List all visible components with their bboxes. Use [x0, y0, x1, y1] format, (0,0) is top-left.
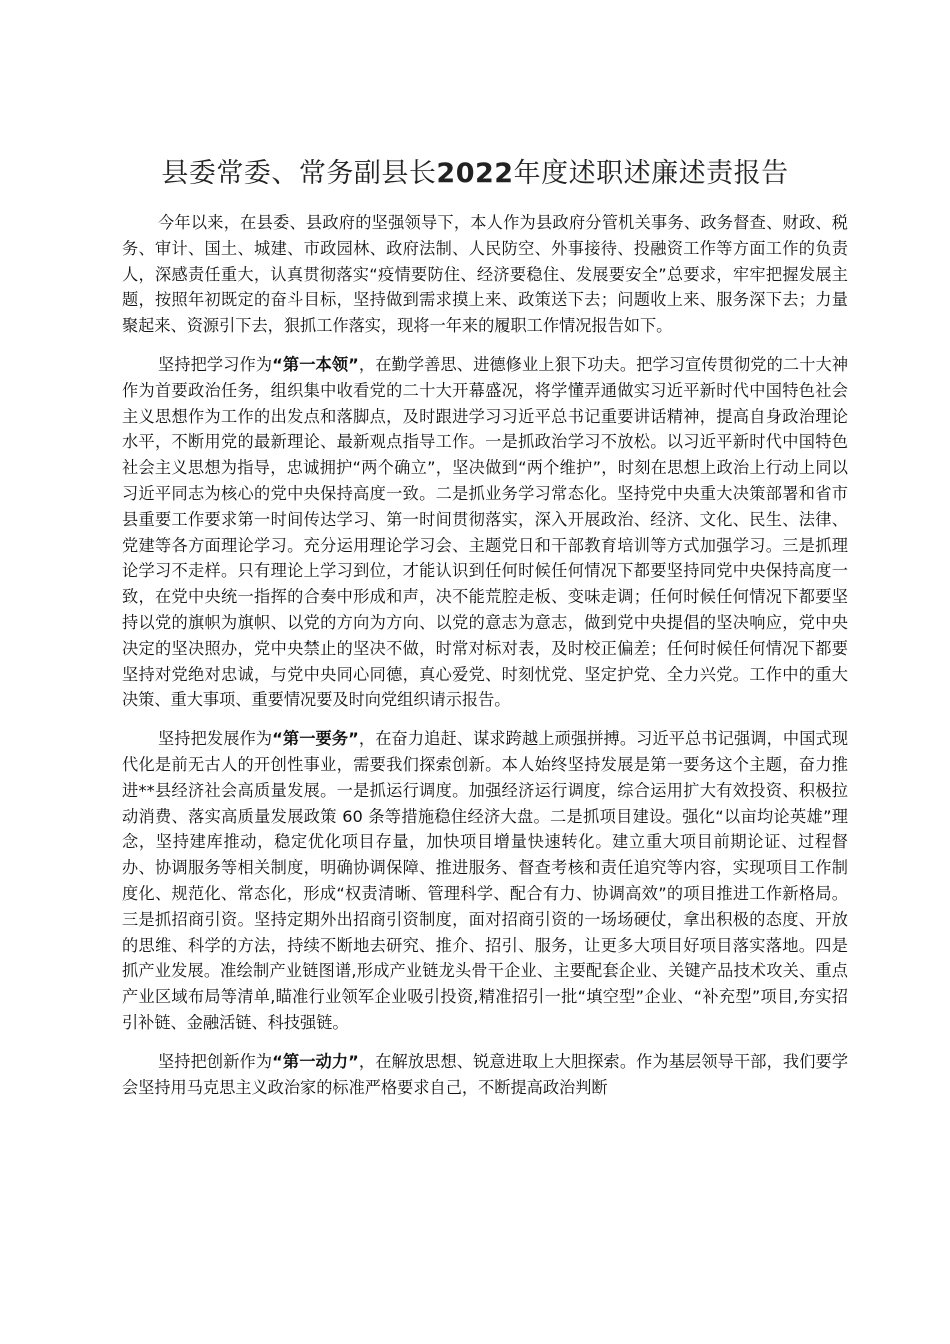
- paragraph-study: [122, 352, 848, 713]
- title-year: 2022: [436, 158, 514, 189]
- title-prefix: 县委常委、常务副县长: [161, 158, 437, 189]
- paragraph-intro: [122, 210, 848, 339]
- paragraph-text: ，在勤学善思、进德修业上狠下功夫。把学习宣传贯彻党的二十大神作为首要政治任务，组织集中收看党的二十大开幕盛况，将学懂弄通做实习近平新时代中国特色社会主义思想作为工作的出发点和落脚点，及时跟进学习习近平总书记重要讲话精神，提高自身政治理论水平，不断用党的最新理论、最新观点指导工作。一是抓政治学习不放松。以习近平新时代中国特色社会主义思想为指导，忠诚拥护“两个确立”，坚决做到“两个维护”，时刻在思想上政治上行动上同以习近平同志为核心的党中央保持高度一致。二是抓业务学习常态化。坚持党中央重大决策部署和省市县重要工作要求第一时间传达学习、第一时间贯彻落实，深入开展政治、经济、文化、民生、法律、党建等各方面理论学习。充分运用理论学习会、主题党日和干部教育培训等方式加强学习。三是抓理论学习不走样。只有理论上学习到位，才能认识到任何时候任何情况下都要坚持同党中央保持高度一致，在党中央统一指挥的合奏中形成和声，决不能荒腔走板、变味走调；任何时候任何情况下都要坚持以党的旗帜为旗帜、以党的方向为方向、以党的意志为意志，做到党中央提倡的坚决响应，党中央决定的坚决照办，党中央禁止的坚决不做，时常对标对表，及时校正偏差；任何时候任何情况下都要坚持对党绝对忠诚，与党中央同心同德，真心爱党、时刻忧党、坚定护党、全力兴党。工作中的重大决策、重大事项、重要情况要及时向党组织请示报告。: [122, 354, 849, 710]
- paragraph-lead: 坚持把创新作为: [158, 1051, 273, 1071]
- paragraph-lead: 坚持把发展作为: [158, 729, 273, 749]
- paragraph-innovation: [122, 1049, 848, 1101]
- document-title: [100, 150, 850, 198]
- paragraph-keyword: “第一要务”: [272, 729, 359, 749]
- document-body: [122, 210, 848, 1113]
- paragraph-development: [122, 726, 848, 1036]
- paragraph-lead: 坚持把学习作为: [158, 354, 273, 374]
- paragraph-text: ，在解放思想、锐意进取上大胆探索。作为基层领导干部，我们要学会坚持用马克思主义政治家的标准严格要求自己，不断提高政治判断: [122, 1051, 849, 1097]
- paragraph-keyword: “第一动力”: [272, 1051, 359, 1071]
- paragraph-text: 今年以来，在县委、县政府的坚强领导下，本人作为县政府分管机关事务、政务督查、财政、税务、审计、国土、城建、市政园林、政府法制、人民防空、外事接待、投融资工作等方面工作的负责人，深感责任重大，认真贯彻落实“疫情要防住、经济要稳住、发展要安全”总要求，牢牢把握发展主题，按照年初既定的奋斗目标，坚持做到需求摸上来、政策送下去；问题收上来、服务深下去；力量聚起来、资源引下去，狠抓工作落实，现将一年来的履职工作情况报告如下。: [122, 213, 848, 336]
- paragraph-text: ，在奋力追赶、谋求跨越上顽强拼搏。习近平总书记强调，中国式现代化是前无古人的开创性事业，需要我们探索创新。本人始终坚持发展是第一要务这个主题，奋力推进**县经济社会高质量发展。一是抓运行调度。加强经济运行调度，综合运用扩大有效投资、积极拉动消费、落实高质量发展政策 60 条等措施稳住经济大盘。二是抓项目建设。强化“以亩均论英雄”理念，坚持建库推动，稳定优化项目存量，加快项目增量快速转化。建立重大项目前期论证、过程督办、协调服务等相关制度，明确协调保障、推进服务、督查考核和责任追究等内容，实现项目工作制度化、规范化、常态化，形成“权责清晰、管理科学、配合有力、协调高效”的项目推进工作新格局。三是抓招商引资。坚持定期外出招商引资制度，面对招商引资的一场场硬仗，拿出积极的态度、开放的思维、科学的方法，持续不断地去研究、推介、招引、服务，让更多大项目好项目落实落地。四是抓产业发展。准绘制产业链图谱,形成产业链龙头骨干企业、主要配套企业、关键产品技术攻关、重点产业区域布局等清单,瞄准行业领军企业吸引投资,精准招引一批“填空型”企业、“补充型”项目,夯实招引补链、金融活链、科技强链。: [122, 729, 849, 1032]
- paragraph-keyword: “第一本领”: [272, 354, 359, 374]
- title-suffix: 年度述职述廉述责报告: [513, 158, 789, 189]
